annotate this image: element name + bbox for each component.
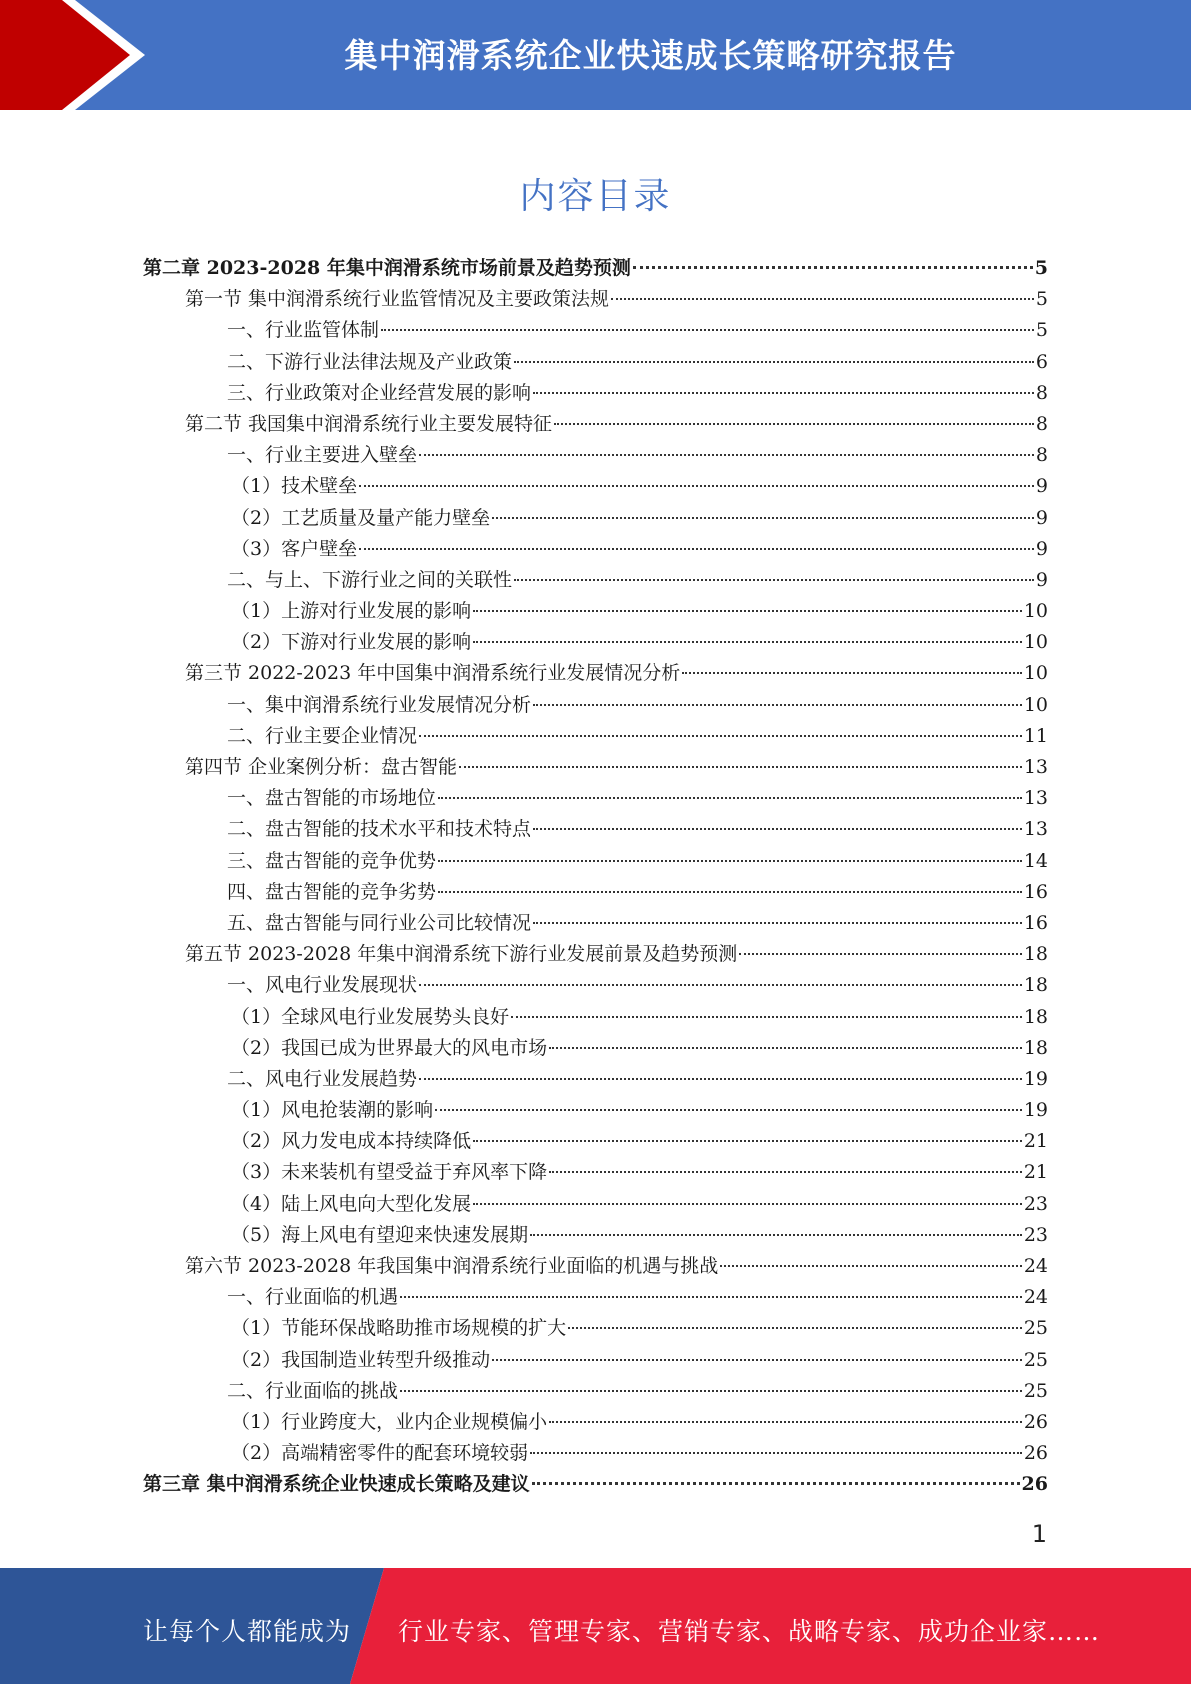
toc-subsection-entry[interactable] <box>143 970 1048 1001</box>
toc-subsection-entry[interactable] <box>143 565 1048 596</box>
toc-entry-page: 26 <box>1021 1473 1048 1496</box>
toc-subsection-entry[interactable] <box>143 1282 1048 1313</box>
toc-entry-label: （1）节能环保战略助推市场规模的扩大 <box>231 1317 567 1340</box>
toc-subsection-entry[interactable] <box>143 471 1048 502</box>
toc-entry-page: 6 <box>1035 350 1048 373</box>
toc-subsection-entry[interactable] <box>143 1313 1048 1344</box>
toc-dot-leader <box>359 485 1034 487</box>
toc-entry-label: 一、行业主要进入壁垒 <box>227 444 418 467</box>
toc-entry-page: 14 <box>1023 849 1048 872</box>
toc-dot-leader <box>435 1109 1022 1111</box>
toc-dot-leader <box>611 298 1034 300</box>
toc-entry-label: （4）陆上风电向大型化发展 <box>231 1192 472 1215</box>
toc-dot-leader <box>533 828 1022 830</box>
toc-entry-page: 18 <box>1023 1005 1048 1028</box>
toc-entry-page: 10 <box>1023 693 1048 716</box>
toc-subsection-entry[interactable] <box>143 1220 1048 1251</box>
toc-entry-page: 19 <box>1023 1067 1048 1090</box>
toc-entry-label: （2）我国制造业转型升级推动 <box>231 1348 491 1371</box>
toc-subsection-entry[interactable] <box>143 1157 1048 1188</box>
toc-entry-label: 五、盘古智能与同行业公司比较情况 <box>227 911 532 934</box>
toc-section-entry[interactable] <box>143 1251 1048 1282</box>
toc-subsection-entry[interactable] <box>143 690 1048 721</box>
toc-entry-label: 二、与上、下游行业之间的关联性 <box>227 568 513 591</box>
toc-section-entry[interactable] <box>143 939 1048 970</box>
toc-entry-page: 24 <box>1023 1255 1048 1277</box>
toc-dot-leader <box>514 579 1034 581</box>
toc-dot-leader <box>682 672 1022 674</box>
toc-subsection-entry[interactable] <box>143 596 1048 627</box>
toc-entry-label: （2）我国已成为世界最大的风电市场 <box>231 1036 548 1059</box>
toc-dot-leader <box>554 423 1034 425</box>
toc-entry-page: 19 <box>1023 1099 1048 1122</box>
toc-entry-label: （3）客户壁垒 <box>231 537 358 560</box>
toc-entry-label: 二、盘古智能的技术水平和技术特点 <box>227 818 532 841</box>
toc-entry-label: （2）风力发电成本持续降低 <box>231 1130 472 1153</box>
toc-subsection-entry[interactable] <box>143 1376 1048 1407</box>
toc-entry-page: 23 <box>1023 1192 1048 1215</box>
toc-dot-leader <box>549 1171 1022 1173</box>
toc-entry-page: 9 <box>1035 537 1048 560</box>
toc-entry-page: 21 <box>1023 1130 1048 1153</box>
toc-subsection-entry[interactable] <box>143 1189 1048 1220</box>
toc-dot-leader <box>549 1421 1022 1423</box>
toc-subsection-entry[interactable] <box>143 1095 1048 1126</box>
toc-entry-label: 三、行业政策对企业经营发展的影响 <box>227 381 532 404</box>
toc-chapter-entry[interactable] <box>143 253 1048 284</box>
footer-slogan-left: 让每个人都能成为 <box>143 1617 352 1646</box>
toc-dot-leader <box>419 984 1022 986</box>
toc-subsection-entry[interactable] <box>143 1407 1048 1438</box>
toc-dot-leader <box>530 1452 1022 1454</box>
toc-entry-page: 5 <box>1034 257 1048 279</box>
toc-dot-leader <box>400 1390 1022 1392</box>
toc-entry-label: 一、行业面临的机遇 <box>227 1286 399 1309</box>
toc-subsection-entry[interactable] <box>143 721 1048 752</box>
toc-dot-leader <box>739 953 1022 955</box>
header-arrow-icon <box>0 0 160 110</box>
toc-entry-page: 9 <box>1035 506 1048 529</box>
toc-entry-label: （1）全球风电行业发展势头良好 <box>231 1005 510 1028</box>
toc-entry-label: 一、风电行业发展现状 <box>227 974 418 997</box>
toc-dot-leader <box>419 1078 1022 1080</box>
toc-entry-label: 第五节 2023-2028 年集中润滑系统下游行业发展前景及趋势预测 <box>185 943 738 966</box>
toc-subsection-entry[interactable] <box>143 503 1048 534</box>
toc-subsection-entry[interactable] <box>143 378 1048 409</box>
toc-entry-page: 10 <box>1023 662 1048 685</box>
toc-dot-leader <box>533 704 1022 706</box>
toc-entry-label: 第六节 2023-2028 年我国集中润滑系统行业面临的机遇与挑战 <box>185 1255 719 1277</box>
toc-dot-leader <box>549 1047 1022 1049</box>
toc-section-entry[interactable] <box>143 658 1048 689</box>
toc-dot-leader <box>359 548 1034 550</box>
toc-entry-label: （5）海上风电有望迎来快速发展期 <box>231 1223 529 1246</box>
toc-entry-label: 四、盘古智能的竞争劣势 <box>227 880 437 903</box>
table-of-contents <box>143 253 1048 1501</box>
toc-entry-page: 21 <box>1023 1161 1048 1184</box>
toc-subsection-entry[interactable] <box>143 440 1048 471</box>
toc-dot-leader <box>511 1016 1022 1018</box>
toc-dot-leader <box>438 797 1022 799</box>
page-number: 1 <box>1031 1520 1047 1548</box>
toc-entry-page: 9 <box>1035 568 1048 591</box>
toc-subsection-entry[interactable] <box>143 315 1048 346</box>
toc-entry-page: 26 <box>1023 1442 1048 1465</box>
toc-entry-label: （2）下游对行业发展的影响 <box>231 631 472 654</box>
footer-band <box>0 1568 1191 1684</box>
toc-entry-page: 9 <box>1035 475 1048 498</box>
toc-chapter-entry[interactable] <box>143 1469 1048 1500</box>
toc-dot-leader <box>400 1296 1022 1298</box>
toc-entry-label: 二、行业面临的挑战 <box>227 1379 399 1402</box>
toc-entry-page: 18 <box>1023 1036 1048 1059</box>
toc-subsection-entry[interactable] <box>143 1438 1048 1469</box>
toc-dot-leader <box>530 1234 1022 1236</box>
toc-heading: 内容目录 <box>519 176 672 217</box>
toc-entry-page: 5 <box>1035 288 1048 311</box>
toc-entry-page: 16 <box>1023 880 1048 903</box>
toc-subsection-entry[interactable] <box>143 347 1048 378</box>
toc-entry-label: 一、集中润滑系统行业发展情况分析 <box>227 693 532 716</box>
toc-dot-leader <box>533 922 1022 924</box>
toc-dot-leader <box>492 517 1034 519</box>
toc-subsection-entry[interactable] <box>143 877 1048 908</box>
toc-entry-label: 第三章 集中润滑系统企业快速成长策略及建议 <box>143 1473 530 1496</box>
toc-dot-leader <box>514 361 1034 363</box>
toc-dot-leader <box>533 392 1034 394</box>
toc-entry-label: 三、盘古智能的竞争优势 <box>227 849 437 872</box>
toc-subsection-entry[interactable] <box>143 534 1048 565</box>
toc-entry-page: 10 <box>1023 600 1048 623</box>
toc-subsection-entry[interactable] <box>143 846 1048 877</box>
toc-entry-label: （2）高端精密零件的配套环境较弱 <box>231 1442 529 1465</box>
toc-entry-page: 8 <box>1035 412 1048 435</box>
toc-dot-leader <box>568 1327 1022 1329</box>
toc-entry-label: 二、下游行业法律法规及产业政策 <box>227 350 513 373</box>
toc-subsection-entry[interactable] <box>143 783 1048 814</box>
toc-dot-leader <box>381 329 1034 331</box>
toc-entry-label: 第四节 企业案例分析：盘古智能 <box>185 756 458 778</box>
toc-entry-page: 24 <box>1023 1286 1048 1309</box>
toc-entry-label: 第三节 2022-2023 年中国集中润滑系统行业发展情况分析 <box>185 662 681 685</box>
toc-entry-page: 25 <box>1023 1317 1048 1340</box>
toc-entry-page: 13 <box>1023 787 1048 810</box>
toc-entry-label: （1）行业跨度大，业内企业规模偏小 <box>231 1410 548 1433</box>
toc-dot-leader <box>473 1140 1022 1142</box>
toc-dot-leader <box>438 891 1022 893</box>
toc-entry-label: 第二节 我国集中润滑系统行业主要发展特征 <box>185 412 553 435</box>
toc-dot-leader <box>633 266 1033 269</box>
toc-entry-label: （2）工艺质量及量产能力壁垒 <box>231 506 491 529</box>
toc-subsection-entry[interactable] <box>143 1345 1048 1376</box>
toc-dot-leader <box>459 766 1022 768</box>
toc-section-entry[interactable] <box>143 409 1048 440</box>
toc-entry-label: 二、行业主要企业情况 <box>227 724 418 747</box>
toc-dot-leader <box>473 1203 1022 1205</box>
toc-dot-leader <box>419 454 1034 456</box>
toc-dot-leader <box>473 641 1022 643</box>
toc-dot-leader <box>419 735 1022 737</box>
toc-entry-page: 18 <box>1023 943 1048 966</box>
toc-subsection-entry[interactable] <box>143 1033 1048 1064</box>
toc-entry-label: （1）上游对行业发展的影响 <box>231 600 472 623</box>
toc-entry-label: 第一节 集中润滑系统行业监管情况及主要政策法规 <box>185 288 610 311</box>
toc-section-entry[interactable] <box>143 284 1048 315</box>
toc-entry-page: 16 <box>1023 911 1048 934</box>
footer-slogan-right: 行业专家、管理专家、营销专家、战略专家、成功企业家…… <box>398 1617 1101 1646</box>
toc-section-entry[interactable] <box>143 752 1048 783</box>
toc-entry-page: 8 <box>1035 381 1048 404</box>
toc-entry-page: 18 <box>1023 974 1048 997</box>
toc-dot-leader <box>532 1482 1020 1485</box>
toc-entry-page: 13 <box>1023 818 1048 841</box>
toc-entry-page: 26 <box>1023 1410 1048 1433</box>
toc-entry-page: 25 <box>1023 1379 1048 1402</box>
toc-entry-page: 5 <box>1035 319 1048 342</box>
toc-entry-page: 13 <box>1023 756 1048 778</box>
toc-entry-page: 25 <box>1023 1348 1048 1371</box>
toc-entry-label: （1）技术壁垒 <box>231 475 358 498</box>
toc-entry-page: 8 <box>1035 444 1048 467</box>
toc-entry-page: 11 <box>1023 724 1048 747</box>
toc-dot-leader <box>492 1359 1022 1361</box>
toc-entry-label: 一、盘古智能的市场地位 <box>227 787 437 810</box>
toc-subsection-entry[interactable] <box>143 814 1048 845</box>
toc-subsection-entry[interactable] <box>143 1064 1048 1095</box>
toc-subsection-entry[interactable] <box>143 1126 1048 1157</box>
header-band <box>0 0 1191 110</box>
toc-subsection-entry[interactable] <box>143 908 1048 939</box>
toc-entry-label: （1）风电抢装潮的影响 <box>231 1099 434 1122</box>
toc-entry-label: 二、风电行业发展趋势 <box>227 1067 418 1090</box>
report-title: 集中润滑系统企业快速成长策略研究报告 <box>344 36 957 75</box>
toc-entry-page: 23 <box>1023 1223 1048 1246</box>
toc-entry-label: 第二章 2023-2028 年集中润滑系统市场前景及趋势预测 <box>143 257 631 279</box>
toc-dot-leader <box>438 860 1022 862</box>
toc-entry-label: 一、行业监管体制 <box>227 319 380 342</box>
toc-dot-leader <box>473 610 1022 612</box>
toc-entry-label: （3）未来装机有望受益于弃风率下降 <box>231 1161 548 1184</box>
toc-subsection-entry[interactable] <box>143 627 1048 658</box>
toc-dot-leader <box>720 1265 1022 1267</box>
toc-entry-page: 10 <box>1023 631 1048 654</box>
toc-subsection-entry[interactable] <box>143 1002 1048 1033</box>
